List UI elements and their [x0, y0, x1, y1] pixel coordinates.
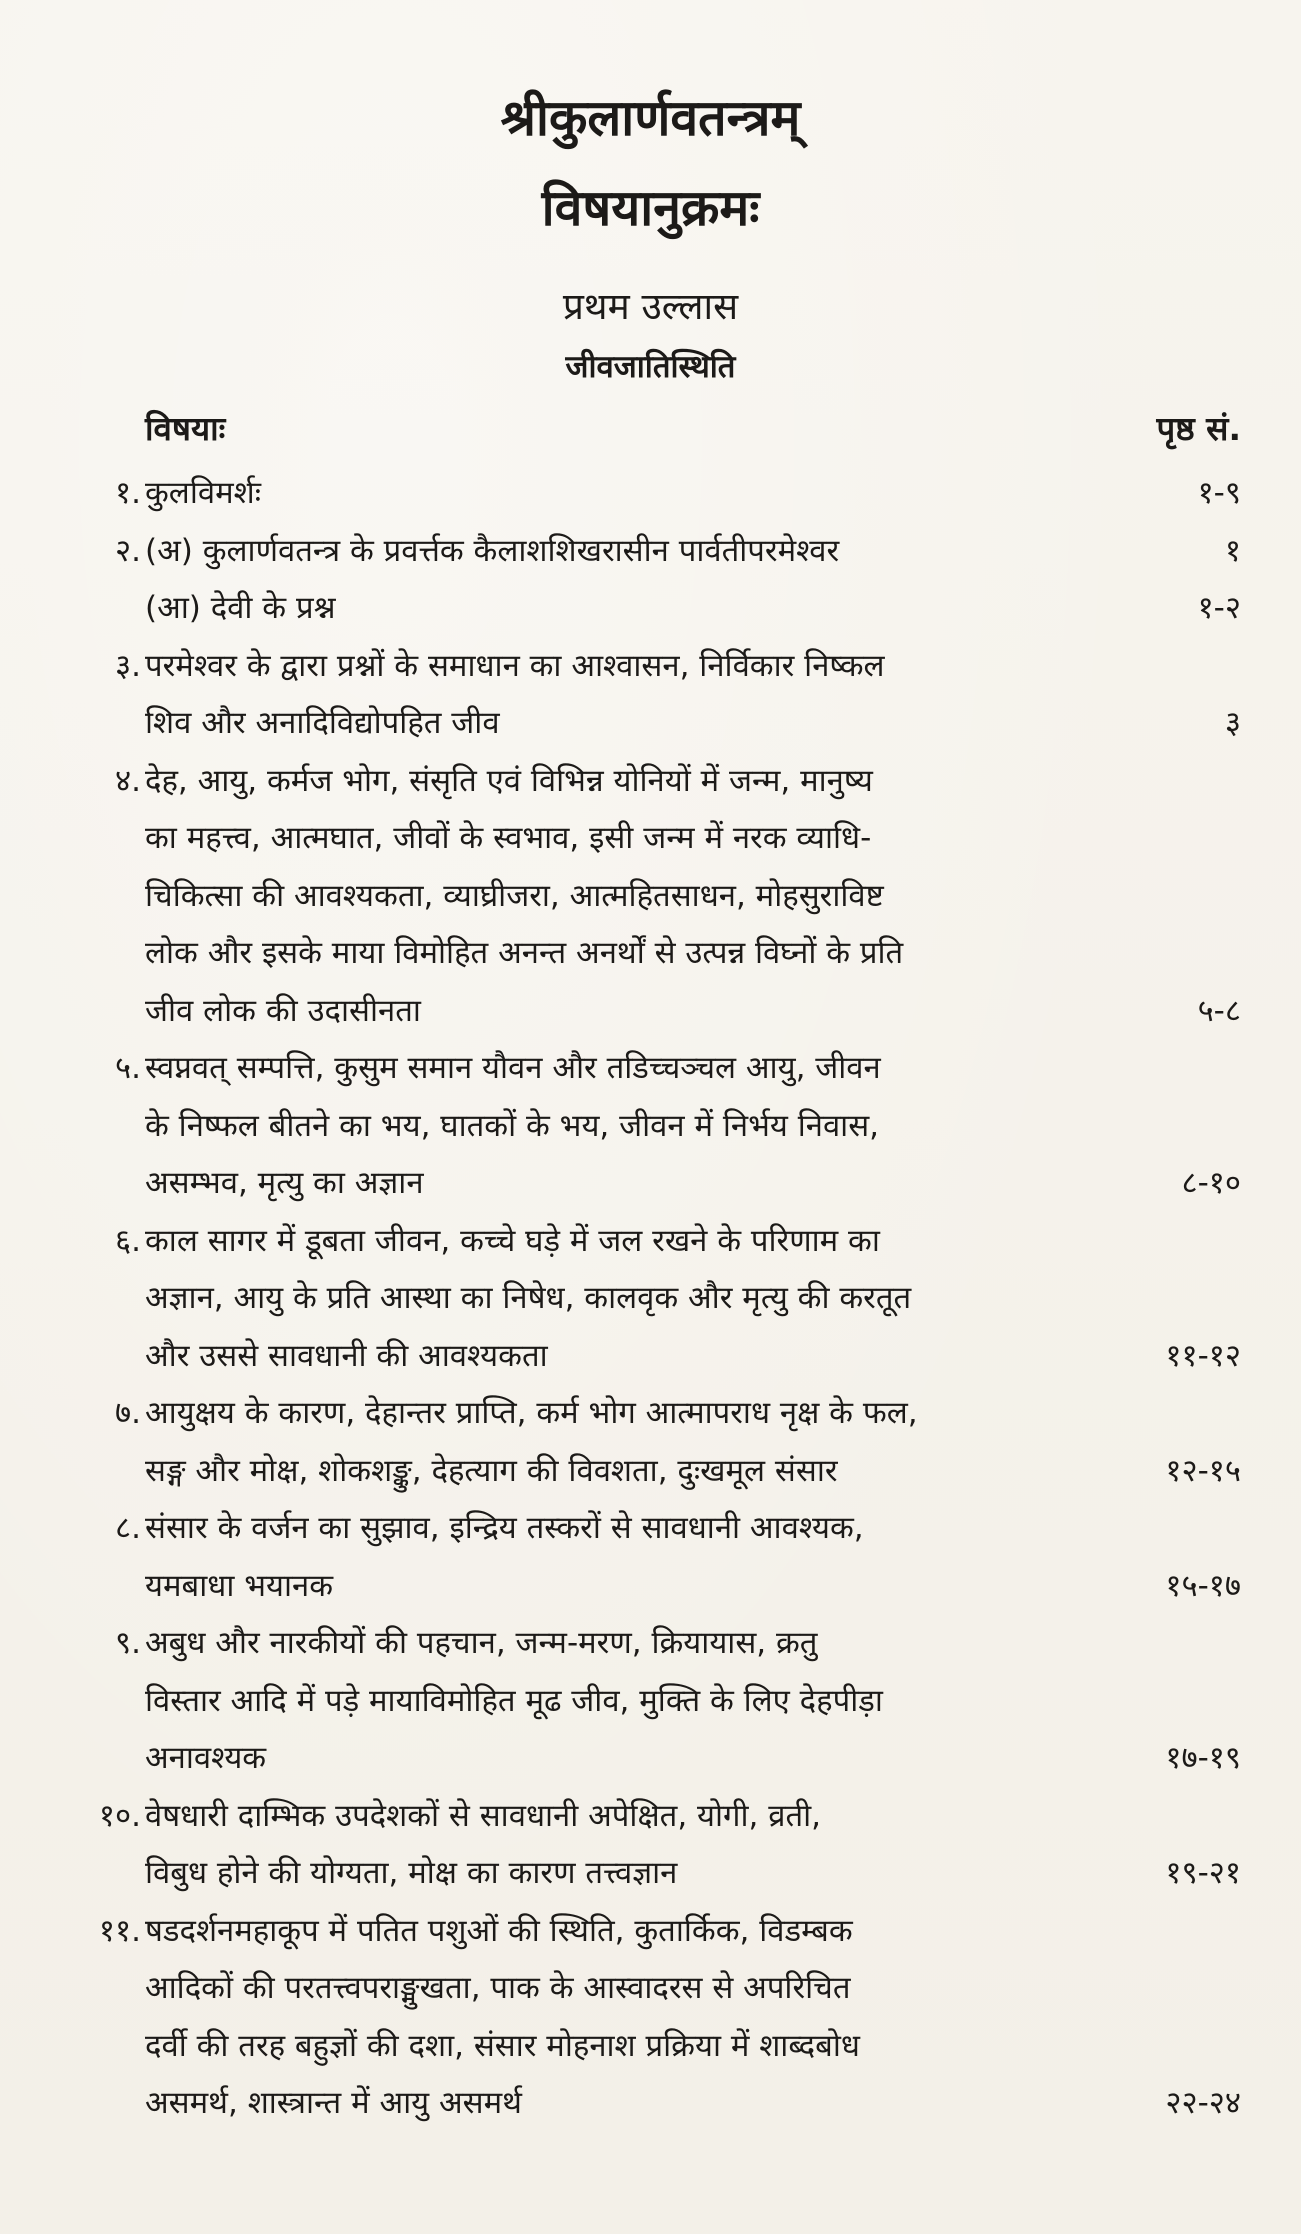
entry-line: और उससे सावधानी की आवश्यकता — [145, 1337, 548, 1374]
section-heading: जीवजातिस्थिति — [565, 349, 736, 385]
entry-page-number: ५-८ — [1197, 992, 1241, 1029]
entry-page-number: १-२ — [1197, 590, 1241, 626]
entry-number: १. — [115, 475, 141, 511]
entry-page-number: १-९ — [1197, 475, 1241, 511]
entry-line: जीव लोक की उदासीनता — [145, 992, 421, 1029]
contents-entry — [0, 1788, 1301, 1903]
entry-line: वेषधारी दाम्भिक उपदेशकों से सावधानी अपेक्षित, योगी, व्रती, — [145, 1797, 822, 1834]
entry-line: कुलविमर्शः — [145, 475, 261, 511]
contents-entry — [0, 580, 1301, 638]
entry-page-number: २२-२४ — [1165, 2085, 1241, 2121]
page-column-header: पृष्ठ सं. — [1156, 409, 1241, 448]
contents-entry — [0, 1040, 1301, 1213]
entry-number: ११. — [98, 1912, 141, 1949]
entry-number: ८. — [115, 1510, 141, 1546]
entry-number: ९. — [115, 1625, 141, 1661]
entry-text — [145, 1615, 1135, 1788]
book-title: श्रीकुलार्णवतन्त्रम् — [500, 89, 801, 147]
entry-text — [145, 465, 1135, 523]
contents-entry — [0, 1385, 1301, 1500]
entry-line: काल सागर में डूबता जीवन, कच्चे घड़े में जल रखने के परिणाम का — [145, 1222, 880, 1259]
entry-line: आयुक्षय के कारण, देहान्तर प्राप्ति, कर्म भोग आत्मापराध नृक्ष के फल, — [145, 1395, 918, 1431]
entry-line: यमबाधा भयानक — [145, 1567, 334, 1604]
entry-text — [145, 523, 1135, 581]
entry-line: असम्भव, मृत्यु का अज्ञान — [145, 1165, 424, 1201]
entry-page-number: १५-१७ — [1165, 1567, 1241, 1604]
entry-number: ३. — [115, 647, 141, 684]
entry-page-number: ३ — [1224, 705, 1241, 741]
entry-line: चिकित्सा की आवश्यकता, व्याघ्रीजरा, आत्महितसाधन, मोहसुराविष्ट — [145, 877, 884, 914]
entry-text — [145, 753, 1135, 1041]
entry-line: अनावश्यक — [145, 1740, 267, 1776]
entry-page-number: १९-२१ — [1165, 1855, 1241, 1891]
entry-number: ६. — [115, 1222, 141, 1259]
entry-line: लोक और इसके माया विमोहित अनन्त अनर्थों से उत्पन्न विघ्नों के प्रति — [145, 935, 904, 971]
entry-text — [145, 1213, 1135, 1386]
entry-page-number: ११-१२ — [1165, 1337, 1241, 1374]
entry-line: असमर्थ, शास्त्रान्त में आयु असमर्थ — [145, 2085, 522, 2121]
chapter-heading: प्रथम उल्लास — [562, 285, 739, 328]
entry-number: २. — [115, 532, 141, 569]
entry-line: परमेश्वर के द्वारा प्रश्नों के समाधान का आश्वासन, निर्विकार निष्कल — [145, 647, 885, 684]
entry-line: अबुध और नारकीयों की पहचान, जन्म-मरण, क्रियायास, क्रतु — [145, 1625, 818, 1661]
contents-entry — [0, 1903, 1301, 2133]
entry-line: दर्वी की तरह बहुज्ञों की दशा, संसार मोहनाश प्रक्रिया में शाब्दबोध — [145, 2027, 860, 2064]
entry-text — [145, 1903, 1135, 2133]
entry-text — [145, 1040, 1135, 1213]
entry-line: सङ्ग और मोक्ष, शोकशङ्कु, देहत्याग की विवशता, दुःखमूल संसार — [145, 1452, 838, 1489]
contents-entry — [0, 465, 1301, 523]
contents-entry — [0, 1500, 1301, 1615]
entry-line: आदिकों की परतत्त्वपराङ्मुखता, पाक के आस्वादरस से अपरिचित — [145, 1970, 851, 2006]
contents-entry — [0, 1213, 1301, 1386]
entry-number: ५. — [115, 1050, 141, 1086]
entry-text — [145, 1500, 1135, 1615]
entry-line: अज्ञान, आयु के प्रति आस्था का निषेध, कालवृक और मृत्यु की करतूत — [145, 1280, 912, 1316]
entry-line: विस्तार आदि में पड़े मायाविमोहित मूढ जीव, मुक्ति के लिए देहपीड़ा — [145, 1682, 883, 1719]
entry-line: विबुध होने की योग्यता, मोक्ष का कारण तत्त्वज्ञान — [145, 1855, 678, 1891]
entry-line: (आ) देवी के प्रश्न — [145, 590, 336, 626]
entry-number: ७. — [115, 1395, 141, 1431]
entry-line: स्वप्नवत् सम्पत्ति, कुसुम समान यौवन और तडिच्चञ्चल आयु, जीवन — [145, 1050, 881, 1086]
entry-number: १०. — [98, 1797, 141, 1834]
contents-entry — [0, 638, 1301, 753]
entry-number: ४. — [115, 762, 141, 799]
contents-list — [0, 465, 1301, 2133]
contents-entry — [0, 523, 1301, 581]
contents-heading: विषयानुक्रमः — [541, 179, 760, 237]
entry-line: देह, आयु, कर्मज भोग, संसृति एवं विभिन्न योनियों में जन्म, मानुष्य — [145, 762, 873, 799]
entry-page-number: १ — [1224, 532, 1241, 569]
entry-line: के निष्फल बीतने का भय, घातकों के भय, जीवन में निर्भय निवास, — [145, 1107, 880, 1144]
entry-text — [145, 1385, 1135, 1500]
entry-page-number: ८-१० — [1181, 1165, 1241, 1201]
entry-text — [145, 580, 1135, 638]
entry-page-number: १७-१९ — [1165, 1740, 1241, 1776]
contents-entry — [0, 753, 1301, 1041]
topic-column-header: विषयाः — [145, 409, 226, 448]
entry-text — [145, 638, 1135, 753]
entry-line: षडदर्शनमहाकूप में पतित पशुओं की स्थिति, कुतार्किक, विडम्बक — [145, 1912, 853, 1949]
contents-entry — [0, 1615, 1301, 1788]
entry-line: शिव और अनादिविद्योपहित जीव — [145, 705, 500, 741]
entry-text — [145, 1788, 1135, 1903]
entry-line: संसार के वर्जन का सुझाव, इन्द्रिय तस्करों से सावधानी आवश्यक, — [145, 1510, 864, 1546]
entry-line: (अ) कुलार्णवतन्त्र के प्रवर्त्तक कैलाशशिखरासीन पार्वतीपरमेश्वर — [145, 532, 840, 569]
entry-line: का महत्त्व, आत्मघात, जीवों के स्वभाव, इसी जन्म में नरक व्याधि- — [145, 820, 872, 856]
entry-page-number: १२-१५ — [1165, 1452, 1241, 1489]
